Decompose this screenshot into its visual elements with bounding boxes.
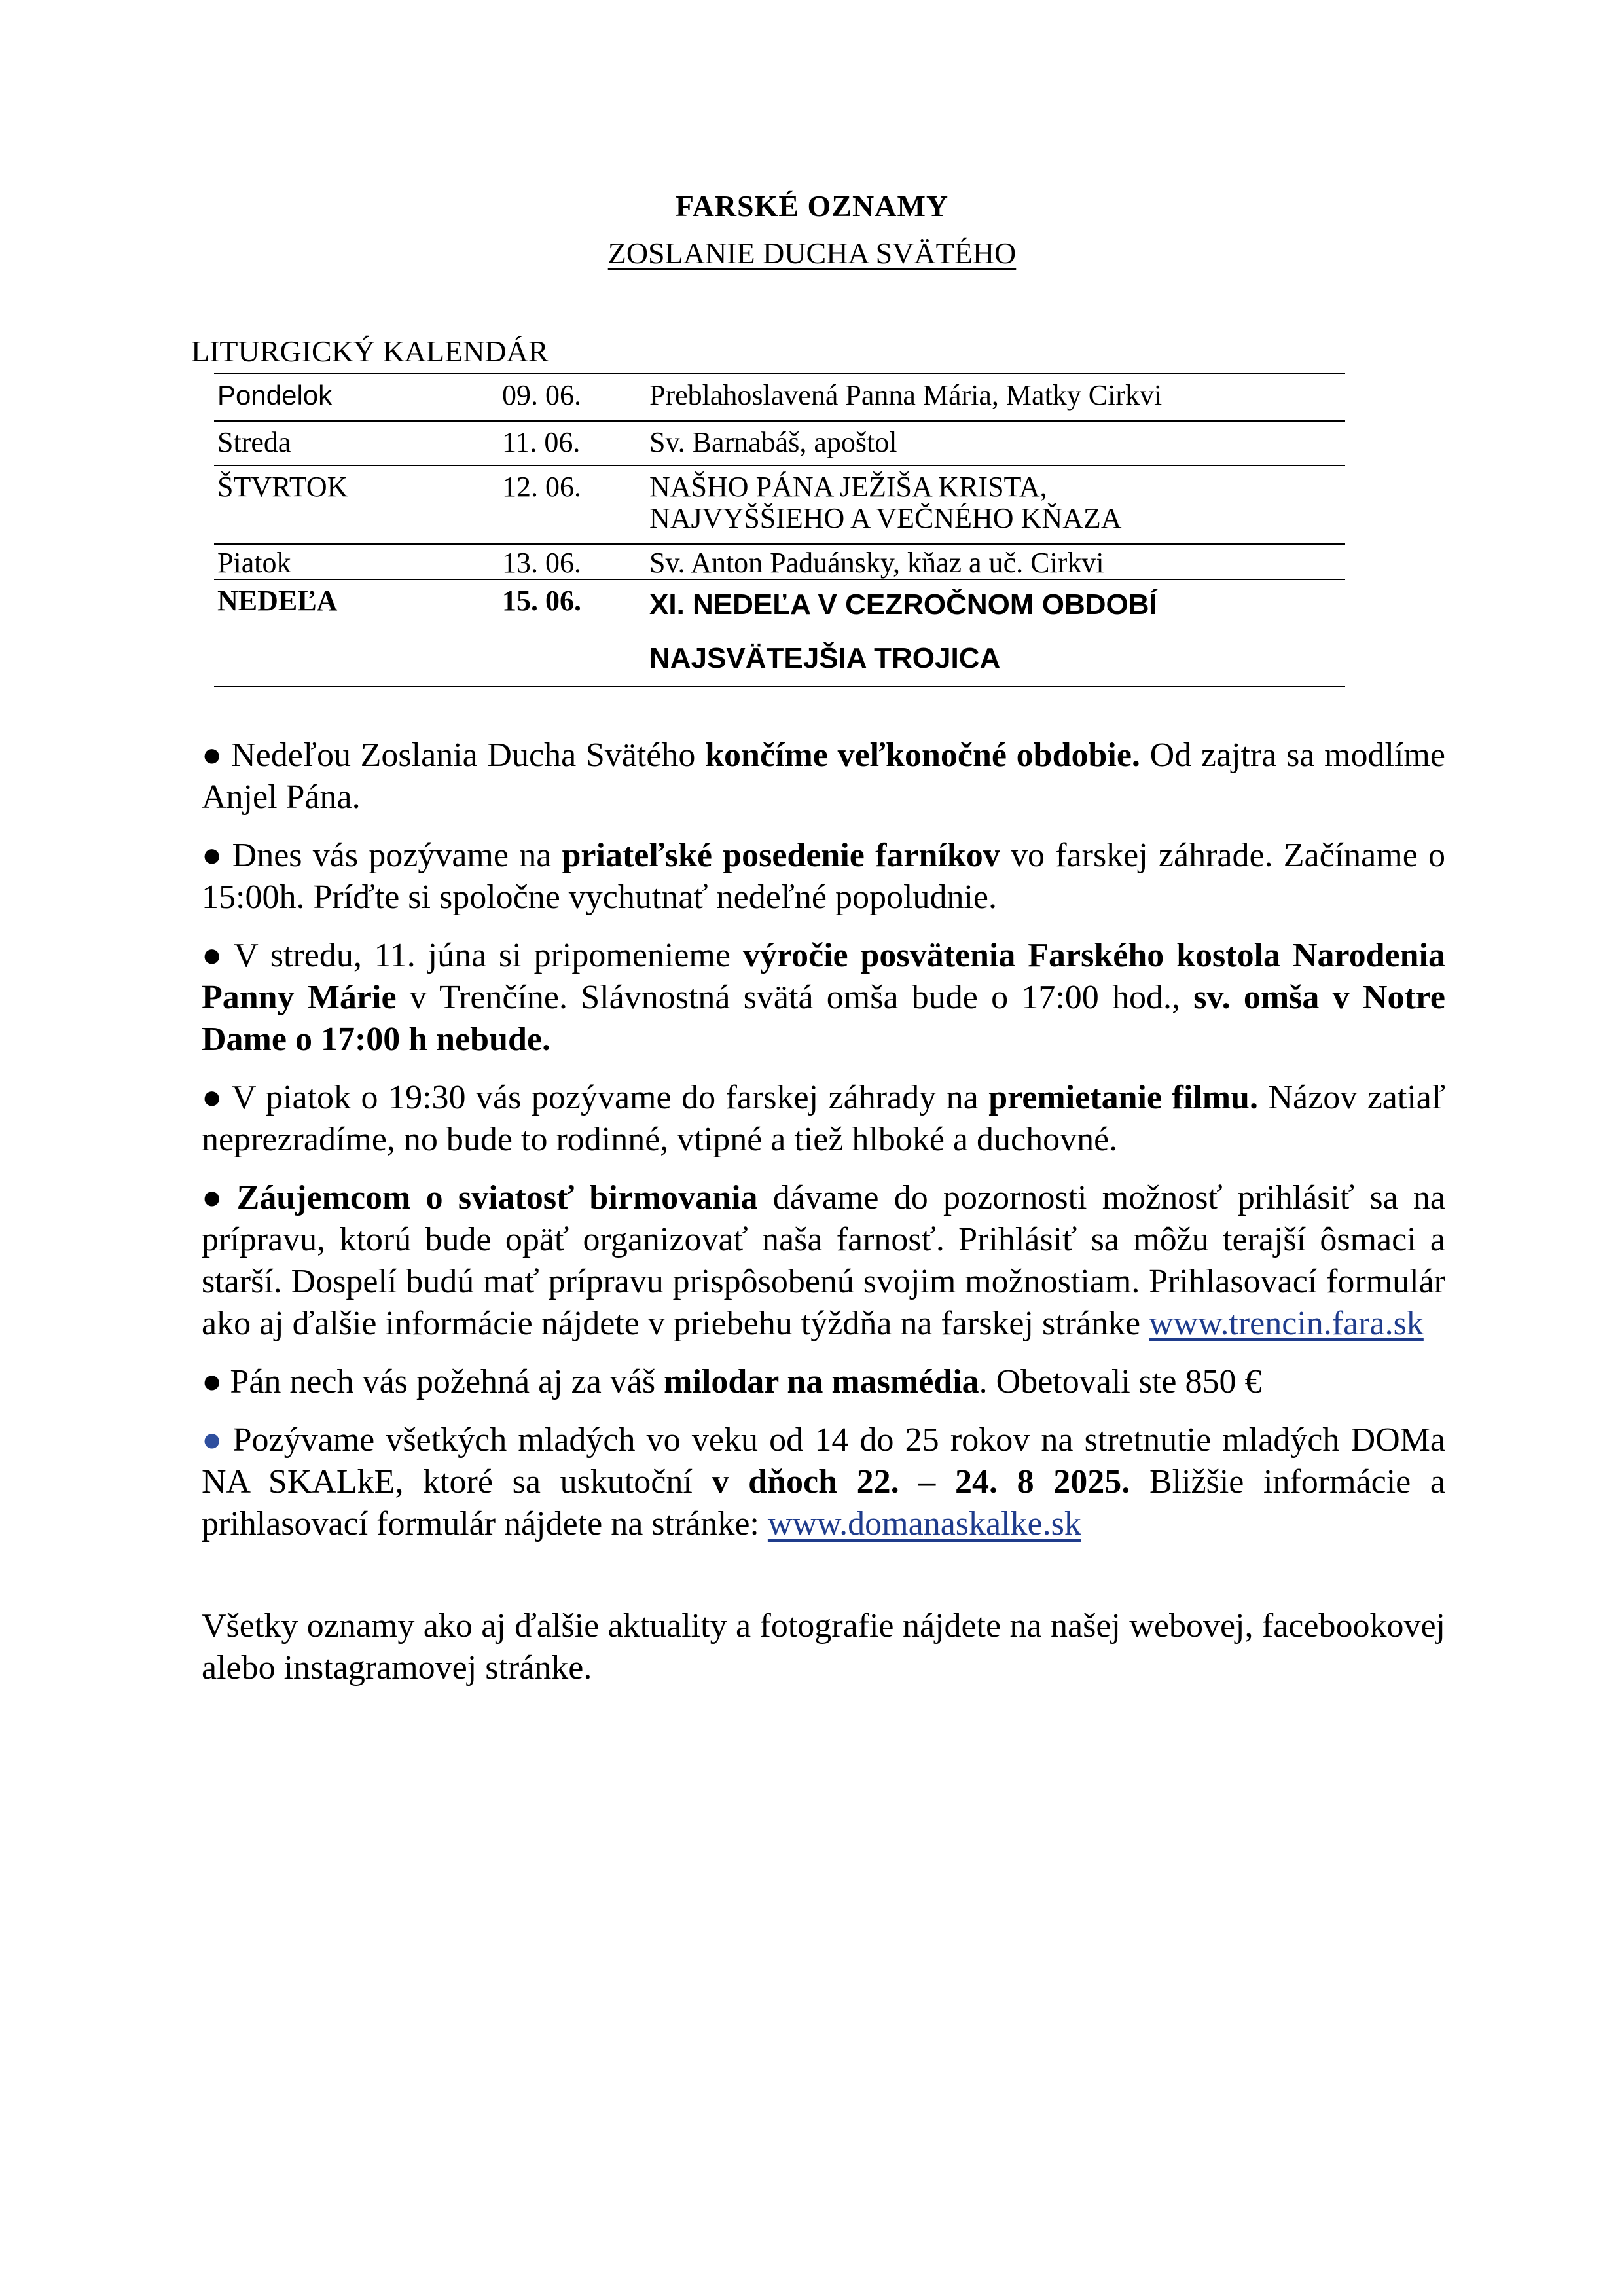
calendar-heading: LITURGICKÝ KALENDÁR bbox=[191, 335, 549, 368]
calendar-description-line2: NAJSVÄTEJŠIA TROJICA bbox=[649, 642, 1001, 674]
page-title: FARSKÉ OZNAMY bbox=[675, 189, 949, 223]
calendar-day: NEDEĽA bbox=[217, 585, 338, 617]
announcement-item bbox=[202, 735, 1445, 818]
bullet-icon: ● bbox=[202, 937, 226, 974]
announcement-emphasis: výročie posvätenia Farského kostola Narodenia Panny Márie bbox=[202, 937, 1445, 1016]
bullet-icon: ● bbox=[202, 1421, 225, 1459]
announcement-text: Od zajtra sa modlíme Anjel Pána. bbox=[202, 737, 1445, 816]
announcement-item bbox=[202, 1419, 1445, 1545]
announcement-text: Dnes vás pozývame na bbox=[232, 837, 562, 874]
announcement-emphasis: sv. omša v Notre Dame o 17:00 h nebude. bbox=[202, 979, 1445, 1058]
footer-note: Všetky oznamy ako aj ďalšie aktuality a fotografie nájdete na našej webovej, facebookovej alebo instagramovej stránke. bbox=[202, 1607, 1445, 1686]
announcement-emphasis: priateľské posedenie farníkov bbox=[562, 837, 1000, 874]
announcement-emphasis: v dňoch 22. – 24. 8 2025. bbox=[712, 1463, 1130, 1501]
announcement-text: Pozývame všetkých mladých vo veku od 14 do 25 rokov na stretnutie mladých DOMa NA SKALkE, ktoré sa uskutoční bbox=[202, 1421, 1445, 1501]
calendar-description: Preblahoslavená Panna Mária, Matky Cirkvi bbox=[649, 379, 1163, 411]
calendar-date: 09. 06. bbox=[502, 379, 581, 411]
announcement-emphasis: milodar na masmédia bbox=[664, 1363, 979, 1400]
bullet-icon: ● bbox=[202, 1363, 223, 1400]
calendar-date: 11. 06. bbox=[502, 426, 581, 458]
bullet-icon: ● bbox=[202, 837, 225, 874]
calendar-date: 13. 06. bbox=[502, 547, 581, 579]
calendar-row bbox=[214, 373, 1345, 420]
calendar-description-line2: NAJVYŠŠIEHO A VEČNÉHO KŇAZA bbox=[649, 502, 1122, 534]
bullet-icon: ● bbox=[202, 737, 224, 774]
announcement-text: V piatok o 19:30 vás pozývame do farskej záhrady na bbox=[231, 1079, 989, 1116]
calendar-day: ŠTVRTOK bbox=[217, 471, 348, 503]
announcement-text: Názov zatiaľ neprezradíme, no bude to rodinné, vtipné a tiež hlboké a duchovné. bbox=[202, 1079, 1445, 1158]
calendar-row bbox=[214, 465, 1345, 543]
parish-website-link[interactable]: www.trencin.fara.sk bbox=[1149, 1305, 1424, 1342]
announcements bbox=[202, 735, 1445, 1705]
announcement-emphasis: končíme veľkonočné obdobie. bbox=[705, 737, 1140, 774]
calendar-bottom-rule bbox=[214, 686, 1345, 687]
announcement-text: Pán nech vás požehná aj za váš bbox=[230, 1363, 664, 1400]
announcement-text: v Trenčíne. Slávnostná svätá omša bude o 17:00 hod., bbox=[396, 979, 1194, 1016]
announcement-item bbox=[202, 935, 1445, 1061]
calendar-day: Pondelok bbox=[217, 380, 333, 410]
calendar-description: Sv. Anton Paduánsky, kňaz a uč. Cirkvi bbox=[649, 547, 1104, 579]
bullet-icon: ● bbox=[202, 1179, 229, 1216]
page-subtitle: ZOSLANIE DUCHA SVÄTÉHO bbox=[607, 236, 1017, 270]
announcement-item bbox=[202, 1177, 1445, 1345]
calendar-day: Piatok bbox=[217, 547, 291, 579]
announcement-text: dávame do pozornosti možnosť prihlásiť sa na prípravu, ktorú bude opäť organizovať naša farnosť. Prihlásiť sa môžu terajší ôsmaci a starší. Dospelí budú mať prípravu prispôsobenú svojim možnostiam. Prihlasovací formulár ako aj ďalšie informácie nájdete v priebehu týždňa na farskej stránke bbox=[202, 1179, 1445, 1342]
liturgical-calendar-table bbox=[214, 373, 1345, 687]
announcement-text: Nedeľou Zoslania Ducha Svätého bbox=[231, 737, 706, 774]
calendar-description: NAŠHO PÁNA JEŽIŠA KRISTA, bbox=[649, 471, 1047, 503]
announcement-text: V stredu, 11. júna si pripomenieme bbox=[234, 937, 743, 974]
announcement-item bbox=[202, 835, 1445, 919]
announcement-emphasis: premietanie filmu. bbox=[988, 1079, 1258, 1116]
announcement-item bbox=[202, 1077, 1445, 1161]
calendar-date: 12. 06. bbox=[502, 471, 581, 503]
calendar-description: Sv. Barnabáš, apoštol bbox=[649, 426, 897, 458]
domanaskalke-link[interactable]: www.domanaskalke.sk bbox=[767, 1505, 1081, 1542]
announcement-text: . Obetovali ste 850 € bbox=[979, 1363, 1262, 1400]
announcement-item bbox=[202, 1361, 1445, 1403]
calendar-row bbox=[214, 420, 1345, 465]
announcement-text: Bližšie informácie a prihlasovací formulár nájdete na stránke: bbox=[202, 1463, 1445, 1542]
announcement-emphasis: Záujemcom o sviatosť birmovania bbox=[236, 1179, 758, 1216]
calendar-row bbox=[214, 579, 1345, 686]
announcement-text: vo farskej záhrade. Začíname o 15:00h. Príďte si spoločne vychutnať nedeľné popoludnie. bbox=[202, 837, 1445, 916]
calendar-date: 15. 06. bbox=[502, 585, 581, 617]
calendar-description: XI. NEDEĽA V CEZROČNOM OBDOBÍ bbox=[649, 589, 1157, 621]
calendar-day: Streda bbox=[217, 426, 291, 458]
calendar-row bbox=[214, 543, 1345, 579]
bullet-icon: ● bbox=[202, 1079, 224, 1116]
